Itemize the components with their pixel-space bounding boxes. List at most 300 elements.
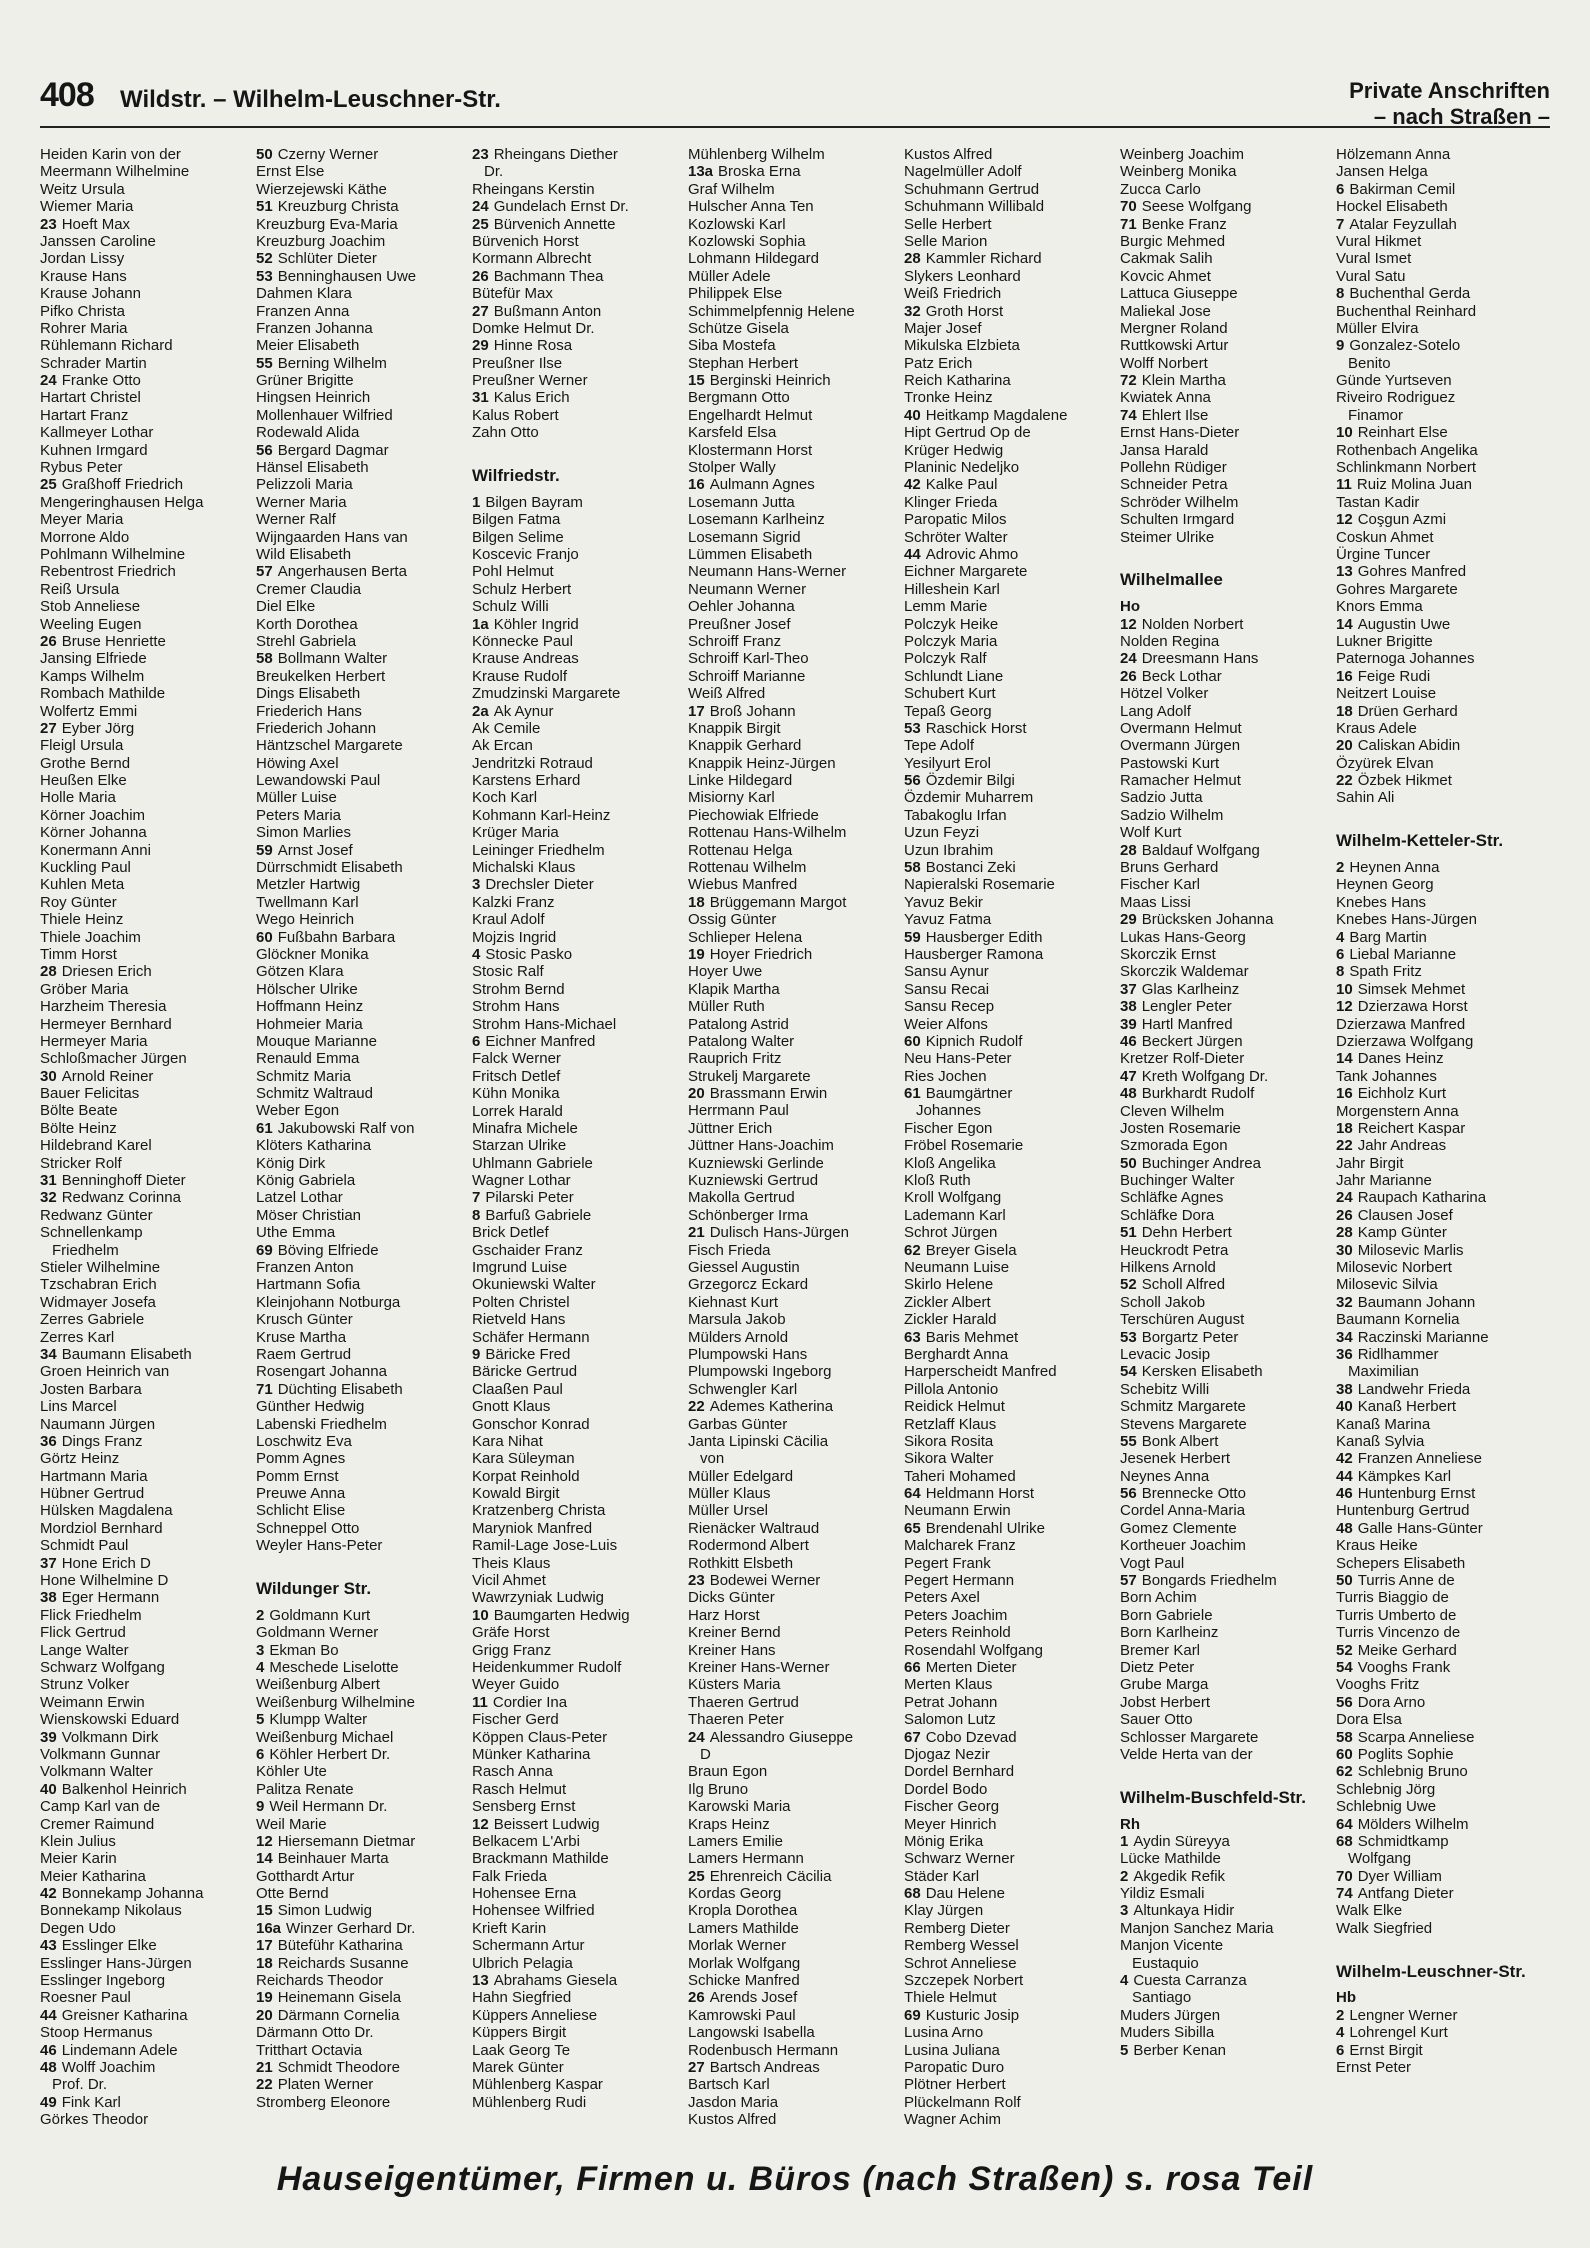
directory-entry	[256, 1242, 470, 1259]
resident-name: Kormann Albrecht	[472, 250, 592, 268]
directory-entry	[40, 1520, 254, 1537]
resident-name: Hölscher Ulrike	[256, 980, 358, 998]
resident-name: Hilleshein Karl	[904, 580, 1000, 598]
district-code: Hb	[1336, 1989, 1356, 2007]
resident-name: Rothkitt Elsbeth	[688, 1554, 794, 1572]
resident-name: Özyürek Elvan	[1336, 754, 1434, 772]
resident-name: Bongards Friedhelm	[1141, 1572, 1277, 1590]
directory-entry	[1120, 1920, 1334, 1937]
directory-entry	[256, 1468, 470, 1485]
directory-entry	[1336, 2007, 1550, 2024]
entry-continuation: Finamor	[1348, 406, 1404, 424]
resident-name: Bilgen Fatma	[472, 511, 561, 529]
resident-name: Hohensee Erna	[472, 1885, 577, 1903]
resident-name: Burkhardt Rudolf	[1141, 1085, 1255, 1103]
directory-entry	[688, 685, 902, 702]
resident-name: Schwarz Werner	[904, 1850, 1015, 1868]
resident-name: Janssen Caroline	[40, 232, 156, 250]
house-number: 53	[256, 267, 273, 285]
directory-entry	[904, 1711, 1118, 1728]
resident-name: Dicks Günter	[688, 1589, 775, 1607]
directory-entry	[40, 842, 254, 859]
directory-entry	[904, 1172, 1118, 1189]
directory-entry	[1336, 1833, 1550, 1850]
directory-entry	[472, 1450, 686, 1467]
directory-entry	[1336, 546, 1550, 563]
resident-name: Baumann Kornelia	[1336, 1311, 1460, 1329]
resident-name: Morlak Werner	[688, 1937, 787, 1955]
resident-name: Belkacem L'Arbi	[472, 1832, 580, 1850]
directory-entry	[1120, 320, 1334, 337]
directory-entry	[904, 772, 1118, 789]
directory-entry	[904, 1311, 1118, 1328]
resident-name: Selle Herbert	[904, 215, 992, 233]
house-number: 48	[1336, 1519, 1353, 1537]
directory-entry	[1336, 1572, 1550, 1589]
directory-entry	[688, 1294, 902, 1311]
entry-continuation: Benito	[1348, 354, 1391, 372]
spacer	[1120, 1763, 1334, 1780]
directory-entry	[1120, 1572, 1334, 1589]
resident-name: Reidick Helmut	[904, 1398, 1005, 1416]
house-number: 22	[1336, 772, 1353, 790]
house-number: 50	[256, 146, 273, 163]
street-heading: Wilhelm-Buschfeld-Str.	[1120, 1787, 1306, 1807]
directory-entry	[256, 1885, 470, 1902]
resident-name: Galle Hans-Günter	[1357, 1519, 1483, 1537]
directory-entry	[688, 1729, 902, 1746]
resident-name: Strukelj Margarete	[688, 1067, 811, 1085]
column-3	[472, 146, 686, 2136]
directory-entry	[688, 668, 902, 685]
directory-entry	[472, 1694, 686, 1711]
resident-name: Roy Günter	[40, 893, 117, 911]
directory-entry	[472, 1850, 686, 1867]
resident-name: Patalong Walter	[688, 1032, 795, 1050]
house-number: 12	[1336, 998, 1353, 1016]
house-number: 60	[1336, 1745, 1353, 1763]
directory-entry	[40, 1589, 254, 1606]
resident-name: Plötner Herbert	[904, 2076, 1006, 2094]
directory-entry	[40, 1016, 254, 1033]
resident-name: Cakmak Salih	[1120, 250, 1213, 268]
resident-name: Kanaß Sylvia	[1336, 1432, 1425, 1450]
resident-name: Peters Reinhold	[904, 1624, 1011, 1642]
resident-name: Makolla Gertrud	[688, 1189, 795, 1207]
directory-entry	[904, 1502, 1118, 1519]
resident-name: Starzan Ulrike	[472, 1137, 567, 1155]
directory-entry	[904, 459, 1118, 476]
resident-name: Schloßmacher Jürgen	[40, 1050, 187, 1068]
directory-entry	[688, 389, 902, 406]
directory-entry	[1336, 737, 1550, 754]
resident-name: Ries Jochen	[904, 1067, 987, 1085]
resident-name: Schlüter Dieter	[277, 250, 377, 268]
resident-name: Knappik Birgit	[688, 719, 781, 737]
directory-entry	[1336, 529, 1550, 546]
resident-name: Kreuzburg Eva-Maria	[256, 215, 398, 233]
resident-name: Hockel Elisabeth	[1336, 198, 1448, 216]
directory-entry	[688, 1346, 902, 1363]
resident-name: Jordan Lissy	[40, 250, 125, 268]
resident-name: Mengeringhausen Helga	[40, 493, 204, 511]
resident-name: Ak Ercan	[472, 737, 533, 755]
resident-name: Paropatic Milos	[904, 511, 1007, 529]
resident-name: Rauprich Fritz	[688, 1050, 782, 1068]
house-number: 14	[1336, 615, 1353, 633]
resident-name: Lamers Mathilde	[688, 1919, 799, 1937]
page-header	[40, 68, 1550, 128]
directory-entry	[904, 616, 1118, 633]
directory-entry	[1336, 1433, 1550, 1450]
resident-name: Rosengart Johanna	[256, 1363, 387, 1381]
resident-name: Brick Detlef	[472, 1224, 549, 1242]
resident-name: Grigg Franz	[472, 1641, 552, 1659]
resident-name: Muders Jürgen	[1120, 2006, 1221, 2024]
resident-name: Kohmann Karl-Heinz	[472, 806, 611, 824]
directory-entry	[256, 1450, 470, 1467]
resident-name: Neu Hans-Peter	[904, 1050, 1012, 1068]
house-number: 12	[1336, 511, 1353, 529]
directory-entry	[256, 146, 470, 163]
resident-name: Eyber Jörg	[61, 719, 135, 737]
directory-entry	[256, 1798, 470, 1815]
resident-name: Holle Maria	[40, 789, 116, 807]
directory-entry	[1336, 250, 1550, 267]
resident-name: Szmorada Egon	[1120, 1137, 1228, 1155]
directory-entry	[40, 1189, 254, 1206]
directory-entry	[1336, 285, 1550, 302]
house-number: 68	[904, 1885, 921, 1903]
resident-name: Bilgen Bayram	[485, 493, 583, 511]
resident-name: Zerres Karl	[40, 1328, 115, 1346]
directory-entry	[40, 546, 254, 563]
house-number: 31	[472, 389, 489, 407]
resident-name: Rheingans Diether	[493, 146, 618, 163]
resident-name: Fritsch Detlef	[472, 1067, 561, 1085]
directory-entry	[1336, 1902, 1550, 1919]
directory-entry	[472, 894, 686, 911]
resident-name: Falk Frieda	[472, 1867, 548, 1885]
resident-name: Polczyk Ralf	[904, 650, 987, 668]
resident-name: Stricker Rolf	[40, 1154, 122, 1172]
resident-name: Müller Adele	[688, 267, 771, 285]
resident-name: Volkmann Gunnar	[40, 1745, 161, 1763]
house-number: 30	[1336, 1241, 1353, 1259]
directory-entry	[1120, 1068, 1334, 1085]
directory-entry	[1120, 1120, 1334, 1137]
resident-name: Kreuzburg Joachim	[256, 232, 386, 250]
directory-entry	[472, 1607, 686, 1624]
directory-entry	[1336, 703, 1550, 720]
directory-entry	[40, 1833, 254, 1850]
directory-entry	[472, 1589, 686, 1606]
house-number: 21	[688, 1224, 705, 1242]
directory-entry	[688, 268, 902, 285]
resident-name: Kraul Adolf	[472, 911, 545, 929]
directory-entry	[40, 1694, 254, 1711]
resident-name: Tronke Heinz	[904, 389, 993, 407]
resident-name: Skorczik Ernst	[1120, 945, 1216, 963]
resident-name: Weinberg Monika	[1120, 163, 1237, 181]
directory-entry	[904, 1694, 1118, 1711]
resident-name: Lohmann Hildegard	[688, 250, 819, 268]
directory-entry	[904, 598, 1118, 615]
house-number: 37	[1120, 980, 1137, 998]
house-number: 19	[688, 945, 705, 963]
directory-entry	[688, 1137, 902, 1154]
directory-entry	[904, 755, 1118, 772]
resident-name: Kuzniewski Gerlinde	[688, 1154, 824, 1172]
directory-entry	[472, 1363, 686, 1380]
resident-name: Lattuca Giuseppe	[1120, 285, 1238, 303]
resident-name: Möser Christian	[256, 1206, 362, 1224]
resident-name: Lümmen Elisabeth	[688, 545, 813, 563]
resident-name: Mülders Arnold	[688, 1328, 789, 1346]
directory-entry	[1120, 163, 1334, 180]
directory-entry	[688, 1172, 902, 1189]
resident-name: Manjon Sanchez Maria	[1120, 1919, 1274, 1937]
resident-name: Sensberg Ernst	[472, 1798, 576, 1816]
house-number: 20	[688, 1085, 705, 1103]
house-number: 17	[688, 702, 705, 720]
directory-entry	[256, 842, 470, 859]
resident-name: Metzler Hartwig	[256, 876, 361, 894]
directory-entry	[256, 407, 470, 424]
directory-entry	[472, 1468, 686, 1485]
directory-entry	[1336, 511, 1550, 528]
entry-continuation: D	[700, 1745, 711, 1763]
resident-name: Schmidtkamp	[1357, 1832, 1449, 1850]
resident-name: Kamps Wilhelm	[40, 667, 145, 685]
directory-entry	[904, 233, 1118, 250]
resident-name: Milosevic Silvia	[1336, 1276, 1438, 1294]
resident-name: Hulscher Anna Ten	[688, 198, 814, 216]
resident-name: Weier Alfons	[904, 1015, 988, 1033]
resident-name: Goldmann Werner	[256, 1624, 379, 1642]
resident-name: Görkes Theodor	[40, 2111, 149, 2129]
house-number: 6	[1336, 180, 1345, 198]
directory-entry	[1120, 1085, 1334, 1102]
resident-name: Heidenkummer Rudolf	[472, 1659, 622, 1676]
resident-name: Neumann Hans-Werner	[688, 563, 847, 581]
resident-name: Meschede Liselotte	[269, 1659, 399, 1676]
resident-name: Mordziol Bernhard	[40, 1519, 163, 1537]
directory-entry	[1336, 268, 1550, 285]
house-number: 54	[1336, 1659, 1353, 1676]
resident-name: Broska Erna	[718, 163, 801, 181]
resident-name: Eichner Margarete	[904, 563, 1028, 581]
directory-entry	[1120, 494, 1334, 511]
resident-name: Eger Hermann	[61, 1589, 160, 1607]
resident-name: Schmidt Paul	[40, 1537, 129, 1555]
resident-name: Lorrek Harald	[472, 1102, 563, 1120]
resident-name: Schrot Jürgen	[904, 1224, 998, 1242]
resident-name: Klinger Frieda	[904, 493, 998, 511]
directory-entry	[904, 1068, 1118, 1085]
resident-name: Bergmann Otto	[688, 389, 790, 407]
resident-name: Schlebnig Bruno	[1357, 1763, 1468, 1781]
directory-entry	[40, 894, 254, 911]
directory-entry	[256, 1989, 470, 2006]
house-number: 26	[1336, 1206, 1353, 1224]
column-6	[1120, 146, 1334, 2136]
resident-name: Bruse Henriette	[61, 632, 166, 650]
directory-entry	[904, 720, 1118, 737]
house-number: 16a	[256, 1919, 282, 1937]
house-number: 6	[256, 1745, 265, 1763]
resident-name: Schulten Irmgard	[1120, 511, 1235, 529]
resident-name: Ernst Else	[256, 163, 325, 181]
resident-name: Schlinkmann Norbert	[1336, 459, 1477, 477]
house-number: 16	[688, 476, 705, 494]
resident-name: Baldauf Wolfgang	[1141, 841, 1260, 859]
resident-name: Müller Elvira	[1336, 319, 1419, 337]
resident-name: Garbas Günter	[688, 1415, 788, 1433]
resident-name: Pegert Frank	[904, 1554, 991, 1572]
resident-name: Neumann Werner	[688, 580, 807, 598]
directory-entry	[472, 1311, 686, 1328]
directory-entry	[688, 1868, 902, 1885]
directory-entry	[1120, 303, 1334, 320]
resident-name: Weißenburg Michael	[256, 1728, 394, 1746]
house-number: 34	[40, 1345, 57, 1363]
directory-entry	[1336, 685, 1550, 702]
directory-entry	[40, 233, 254, 250]
resident-name: Beckert Jürgen	[1141, 1032, 1243, 1050]
directory-entry	[40, 1259, 254, 1276]
directory-entry	[472, 1972, 686, 1989]
resident-name: Kuhlen Meta	[40, 876, 125, 894]
directory-entry	[904, 1642, 1118, 1659]
directory-entry	[904, 929, 1118, 946]
resident-name: Brennecke Otto	[1141, 1485, 1246, 1503]
directory-entry	[904, 1468, 1118, 1485]
resident-name: Redwanz Corinna	[61, 1189, 181, 1207]
resident-name: Stieler Wilhelmine	[40, 1259, 161, 1276]
directory-entry	[472, 668, 686, 685]
house-number: 24	[1120, 650, 1137, 668]
resident-name: Pegert Hermann	[904, 1572, 1015, 1590]
resident-name: Hartart Christel	[40, 389, 141, 407]
directory-entry	[472, 946, 686, 963]
directory-entry	[1336, 1624, 1550, 1641]
resident-name: Hausberger Edith	[925, 928, 1043, 946]
directory-entry	[1336, 1381, 1550, 1398]
house-number: 56	[256, 441, 273, 459]
resident-name: Schrader Martin	[40, 354, 147, 372]
directory-entry	[688, 1016, 902, 1033]
directory-entry	[688, 1416, 902, 1433]
house-number: 5	[256, 1711, 265, 1729]
directory-entry	[904, 1937, 1118, 1954]
directory-entry	[1336, 755, 1550, 772]
resident-name: Jahr Marianne	[1336, 1172, 1432, 1190]
directory-entry	[40, 2007, 254, 2024]
resident-name: Lange Walter	[40, 1641, 129, 1659]
directory-entry	[1120, 1433, 1334, 1450]
directory-entry	[472, 1642, 686, 1659]
resident-name: Scholl Alfred	[1141, 1276, 1226, 1294]
directory-entry	[256, 1224, 470, 1241]
directory-entry	[688, 563, 902, 580]
directory-entry	[1336, 946, 1550, 963]
resident-name: Liebal Marianne	[1349, 945, 1457, 963]
resident-name: Rombach Mathilde	[40, 685, 166, 703]
resident-name: Yildiz Esmali	[1120, 1885, 1205, 1903]
resident-name: Thiele Helmut	[904, 1989, 997, 2007]
house-number: 10	[1336, 424, 1353, 442]
directory-entry	[1120, 1902, 1334, 1919]
directory-entry	[1336, 598, 1550, 615]
house-number: 42	[904, 476, 921, 494]
resident-name: Pelizzoli Maria	[256, 476, 353, 494]
resident-name: Uzun Ibrahim	[904, 841, 994, 859]
directory-entry	[472, 1329, 686, 1346]
resident-name: Cremer Raimund	[40, 1815, 155, 1833]
entry-continuation: Prof. Dr.	[52, 2076, 108, 2094]
house-number: 46	[1336, 1485, 1353, 1503]
resident-name: Wiebus Manfred	[688, 876, 798, 894]
directory-entry	[1120, 1207, 1334, 1224]
directory-entry	[40, 1450, 254, 1467]
directory-entry	[1120, 1555, 1334, 1572]
directory-entry	[904, 946, 1118, 963]
directory-entry	[472, 233, 686, 250]
header-rule	[40, 126, 1550, 128]
resident-name: Poglits Sophie	[1357, 1745, 1454, 1763]
house-number: 18	[1336, 1119, 1353, 1137]
resident-name: Labenski Friedhelm	[256, 1415, 387, 1433]
directory-entry	[1120, 1502, 1334, 1519]
resident-name: Sikora Rosita	[904, 1432, 994, 1450]
resident-name: Adrovic Ahmo	[925, 545, 1019, 563]
directory-entry	[472, 563, 686, 580]
resident-name: Turris Umberto de	[1336, 1606, 1457, 1624]
resident-name: Ekman Bo	[269, 1641, 339, 1659]
resident-name: Kamrowski Paul	[688, 2006, 796, 2024]
resident-name: Gräfe Horst	[472, 1624, 550, 1642]
resident-name: Bütefür Max	[472, 285, 553, 303]
directory-entry	[1120, 998, 1334, 1015]
resident-name: Hölzemann Anna	[1336, 146, 1451, 163]
resident-name: Müller Edelgard	[688, 1467, 794, 1485]
directory-entry	[688, 1937, 902, 1954]
directory-entry	[40, 476, 254, 493]
resident-name: Weyler Hans-Peter	[256, 1537, 383, 1555]
directory-entry	[1336, 1259, 1550, 1276]
directory-entry	[1120, 1833, 1334, 1850]
directory-entry	[904, 372, 1118, 389]
directory-entry	[904, 198, 1118, 215]
directory-entry	[256, 685, 470, 702]
directory-entry	[904, 1572, 1118, 1589]
directory-entry	[688, 303, 902, 320]
house-number: 60	[256, 928, 273, 946]
directory-entry	[472, 737, 686, 754]
directory-entry	[688, 250, 902, 267]
directory-entry	[1336, 303, 1550, 320]
directory-entry	[40, 1398, 254, 1415]
resident-name: Reichards Susanne	[277, 1954, 409, 1972]
directory-entry	[256, 563, 470, 580]
resident-name: Winzer Gerhard Dr.	[286, 1919, 416, 1937]
directory-entry	[688, 789, 902, 806]
resident-name: Lademann Karl	[904, 1206, 1006, 1224]
directory-entry	[688, 1555, 902, 1572]
resident-name: Pillola Antonio	[904, 1380, 999, 1398]
resident-name: Berghardt Anna	[904, 1345, 1009, 1363]
